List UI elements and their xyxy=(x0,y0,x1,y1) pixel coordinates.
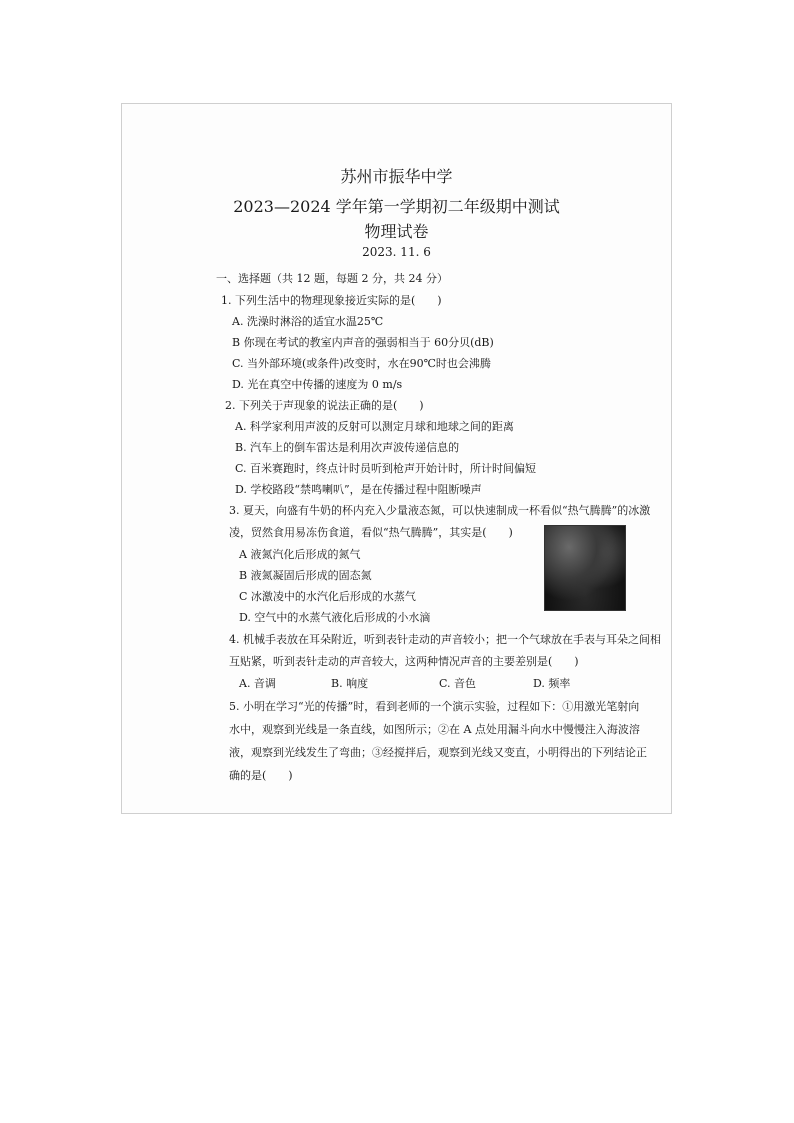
question-4-stem-line-2: 互贴紧，听到表针走动的声音较大，这两种情况声音的主要差别是( ) xyxy=(229,655,579,668)
question-5-stem-line-3: 液，观察到光线发生了弯曲；③经搅拌后，观察到光线又变直，小明得出的下列结论正 xyxy=(229,746,647,759)
question-2-option-b: B. 汽车上的倒车雷达是利用次声波传递信息的 xyxy=(235,441,460,454)
question-3-stem-line-1: 3. 夏天，向盛有牛奶的杯内充入少量液态氮，可以快速制成一杯看似“热气腾腾”的冰激 xyxy=(229,504,651,517)
section-heading: 一、选择题（共 12 题，每题 2 分，共 24 分） xyxy=(216,272,448,285)
question-5-stem-line-4: 确的是( ) xyxy=(229,769,293,782)
question-1-option-c: C. 当外部环境(或条件)改变时，水在90℃时也会沸腾 xyxy=(232,357,491,370)
question-4-stem-line-1: 4. 机械手表放在耳朵附近，听到表针走动的声音较小；把一个气球放在手表与耳朵之间相 xyxy=(229,633,661,646)
ice-cream-photo xyxy=(544,525,626,611)
question-2-option-d: D. 学校路段“禁鸣喇叭”，是在传播过程中阻断噪声 xyxy=(235,483,482,496)
question-5-stem-line-2: 水中，观察到光线是一条直线，如图所示；②在 A 点处用漏斗向水中慢慢注入海波溶 xyxy=(229,723,640,736)
question-3-option-b: B 液氮凝固后形成的固态氮 xyxy=(239,569,372,582)
question-4-option-b: B. 响度 xyxy=(331,677,369,690)
question-3-option-c: C 冰激凌中的水汽化后形成的水蒸气 xyxy=(239,590,416,603)
question-2-option-c: C. 百米赛跑时，终点计时员听到枪声开始计时，所计时间偏短 xyxy=(235,462,537,475)
question-3-stem-line-2: 凌，贸然食用易冻伤食道，看似“热气腾腾”，其实是( ) xyxy=(229,526,513,539)
question-2-option-a: A. 科学家利用声波的反射可以测定月球和地球之间的距离 xyxy=(235,420,514,433)
subject-title: 物理试卷 xyxy=(364,222,429,241)
question-4-option-d: D. 频率 xyxy=(533,677,571,690)
question-4-option-a: A. 音调 xyxy=(239,677,276,690)
question-3-option-d: D. 空气中的水蒸气液化后形成的小水滴 xyxy=(239,611,431,624)
question-4-option-c: C. 音色 xyxy=(439,677,477,690)
question-1-stem: 1. 下列生活中的物理现象接近实际的是( ) xyxy=(221,294,442,307)
question-2-stem: 2. 下列关于声现象的说法正确的是( ) xyxy=(225,399,424,412)
question-1-option-a: A. 洗澡时淋浴的适宜水温25℃ xyxy=(232,315,384,328)
exam-title: 2023—2024 学年第一学期初二年级期中测试 xyxy=(233,197,560,216)
question-1-option-d: D. 光在真空中传播的速度为 0 m/s xyxy=(232,378,403,391)
question-1-option-b: B 你现在考试的教室内声音的强弱相当于 60分贝(dB) xyxy=(232,336,494,349)
exam-sheet xyxy=(121,103,672,814)
exam-date: 2023. 11. 6 xyxy=(362,245,431,259)
school-name: 苏州市振华中学 xyxy=(340,167,453,186)
question-5-stem-line-1: 5. 小明在学习“光的传播”时，看到老师的一个演示实验，过程如下：①用激光笔射向 xyxy=(229,700,640,713)
question-3-option-a: A 液氮汽化后形成的氮气 xyxy=(239,548,361,561)
